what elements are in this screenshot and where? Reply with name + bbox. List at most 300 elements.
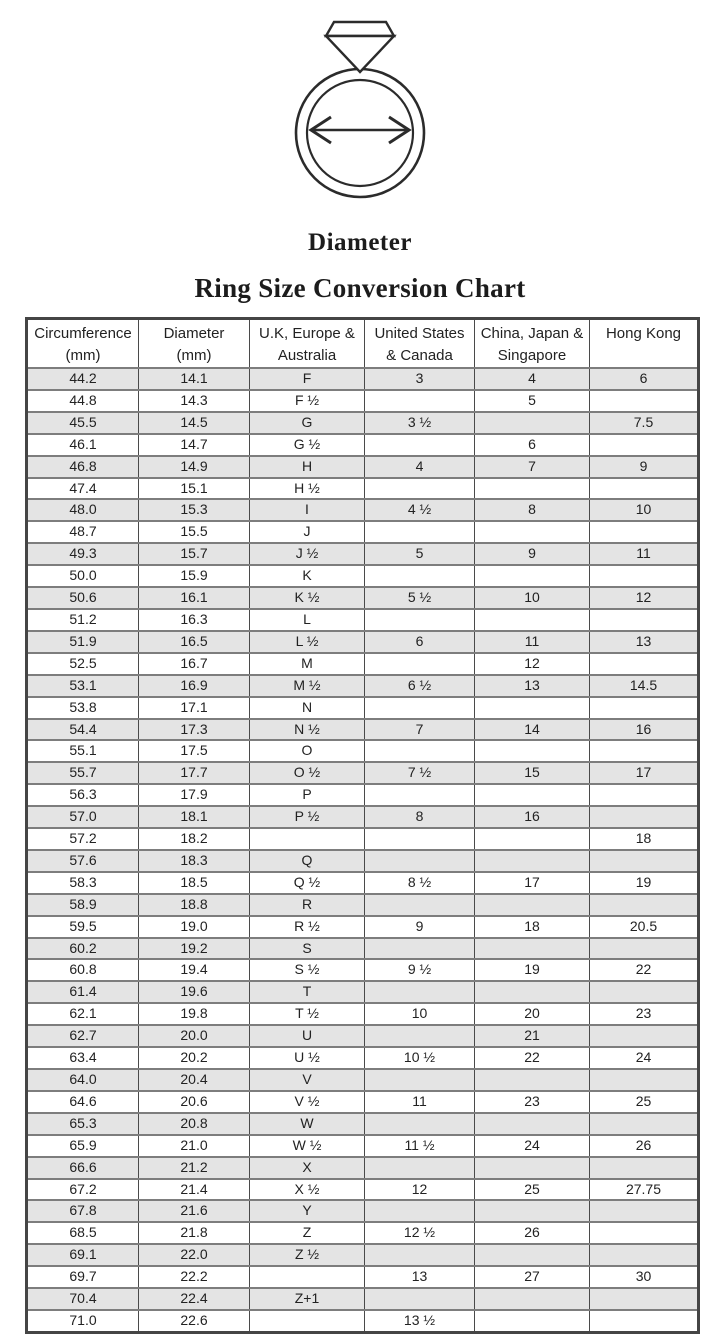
table-cell — [365, 1069, 475, 1091]
table-cell — [590, 1157, 699, 1179]
table-row — [27, 1222, 699, 1244]
table-cell: 9 — [475, 543, 590, 565]
table-cell: 18.8 — [139, 894, 250, 916]
table-cell: 61.4 — [27, 981, 139, 1003]
table-cell: N — [250, 697, 365, 719]
table-cell — [590, 478, 699, 500]
table-row — [27, 368, 699, 390]
table-cell — [590, 894, 699, 916]
table-cell — [475, 1200, 590, 1222]
table-cell: 17.9 — [139, 784, 250, 806]
table-cell — [475, 1157, 590, 1179]
table-cell — [590, 1222, 699, 1244]
table-cell: 67.8 — [27, 1200, 139, 1222]
table-cell: 9 — [365, 916, 475, 938]
table-row — [27, 1157, 699, 1179]
table-cell: 12 — [475, 653, 590, 675]
table-cell: 22 — [475, 1047, 590, 1069]
table-cell: 21.0 — [139, 1135, 250, 1157]
table-cell: 10 ½ — [365, 1047, 475, 1069]
table-cell: 17.3 — [139, 719, 250, 741]
table-cell: 51.9 — [27, 631, 139, 653]
column-header-line: Diameter — [163, 325, 225, 342]
table-cell: 53.8 — [27, 697, 139, 719]
table-cell: 7 ½ — [365, 762, 475, 784]
table-cell: 14.1 — [139, 368, 250, 390]
table-cell — [475, 412, 590, 434]
table-cell: Z — [250, 1222, 365, 1244]
table-cell: 15.7 — [139, 543, 250, 565]
table-cell: 16.9 — [139, 675, 250, 697]
table-cell: 4 — [475, 368, 590, 390]
table-cell: G ½ — [250, 434, 365, 456]
column-header-line: Hong Kong — [605, 325, 682, 342]
ring-diameter-figure — [0, 0, 720, 203]
table-cell: 19.0 — [139, 916, 250, 938]
table-row — [27, 850, 699, 872]
table-row — [27, 456, 699, 478]
table-cell — [365, 697, 475, 719]
table-cell — [590, 938, 699, 960]
table-cell — [365, 1288, 475, 1310]
table-cell: 12 — [365, 1179, 475, 1201]
header-row — [27, 319, 699, 369]
table-cell: V ½ — [250, 1091, 365, 1113]
table-row — [27, 478, 699, 500]
table-cell: 54.4 — [27, 719, 139, 741]
table-cell: 11 — [475, 631, 590, 653]
table-cell — [590, 1200, 699, 1222]
table-cell: 23 — [475, 1091, 590, 1113]
table-cell: J — [250, 521, 365, 543]
table-cell: J ½ — [250, 543, 365, 565]
table-cell: 65.3 — [27, 1113, 139, 1135]
table-row — [27, 719, 699, 741]
table-cell: 13 ½ — [365, 1310, 475, 1332]
table-cell: 62.1 — [27, 1003, 139, 1025]
table-row — [27, 499, 699, 521]
table-cell — [475, 478, 590, 500]
table-cell: 27 — [475, 1266, 590, 1288]
column-header-line: Singapore — [497, 347, 567, 364]
table-cell: 16.5 — [139, 631, 250, 653]
table-cell: 5 — [475, 390, 590, 412]
table-cell — [365, 609, 475, 631]
table-cell: 22.4 — [139, 1288, 250, 1310]
table-cell: 3 — [365, 368, 475, 390]
table-cell: 14.5 — [590, 675, 699, 697]
table-cell — [590, 981, 699, 1003]
table-cell: 20.6 — [139, 1091, 250, 1113]
table-cell: 14.5 — [139, 412, 250, 434]
table-cell: 9 ½ — [365, 959, 475, 981]
table-cell: 30 — [590, 1266, 699, 1288]
table-cell — [365, 1244, 475, 1266]
table-cell: 16.1 — [139, 587, 250, 609]
table-cell: 46.1 — [27, 434, 139, 456]
table-cell: 26 — [475, 1222, 590, 1244]
table-cell — [365, 521, 475, 543]
table-cell — [365, 740, 475, 762]
table-cell: 18 — [475, 916, 590, 938]
table-cell: 25 — [475, 1179, 590, 1201]
table-row — [27, 1200, 699, 1222]
table-cell — [365, 1157, 475, 1179]
table-cell — [475, 697, 590, 719]
table-row — [27, 697, 699, 719]
table-row — [27, 872, 699, 894]
table-cell: O — [250, 740, 365, 762]
column-header-line: U.K, Europe & — [259, 325, 355, 342]
table-cell — [590, 653, 699, 675]
table-cell: 5 ½ — [365, 587, 475, 609]
table-cell: 15 — [475, 762, 590, 784]
table-cell — [365, 894, 475, 916]
table-row — [27, 1135, 699, 1157]
table-row — [27, 675, 699, 697]
table-cell — [365, 1200, 475, 1222]
table-cell: P ½ — [250, 806, 365, 828]
table-cell — [590, 1025, 699, 1047]
table-cell: 12 — [590, 587, 699, 609]
table-row — [27, 894, 699, 916]
table-row — [27, 1179, 699, 1201]
table-cell: 5 — [365, 543, 475, 565]
table-cell — [475, 1288, 590, 1310]
table-cell — [590, 1244, 699, 1266]
table-row — [27, 938, 699, 960]
table-cell: 57.6 — [27, 850, 139, 872]
table-cell: 21 — [475, 1025, 590, 1047]
table-cell — [475, 1310, 590, 1332]
table-cell: 18 — [590, 828, 699, 850]
table-row — [27, 390, 699, 412]
column-header-line: (mm) — [176, 347, 212, 364]
table-cell: 22.0 — [139, 1244, 250, 1266]
column-header-circumference — [27, 319, 139, 369]
table-cell: 11 — [365, 1091, 475, 1113]
table-cell: 16 — [475, 806, 590, 828]
table-cell: 68.5 — [27, 1222, 139, 1244]
table-cell: 14 — [475, 719, 590, 741]
table-cell — [365, 850, 475, 872]
table-cell: 16 — [590, 719, 699, 741]
table-cell: 25 — [590, 1091, 699, 1113]
table-cell — [475, 784, 590, 806]
table-cell: 49.3 — [27, 543, 139, 565]
table-cell: 7.5 — [590, 412, 699, 434]
table-cell: 21.2 — [139, 1157, 250, 1179]
table-row — [27, 1047, 699, 1069]
table-row — [27, 1310, 699, 1332]
table-cell — [590, 1113, 699, 1135]
table-cell: 62.7 — [27, 1025, 139, 1047]
table-cell: 19 — [475, 959, 590, 981]
table-cell: 11 ½ — [365, 1135, 475, 1157]
table-cell: 17.5 — [139, 740, 250, 762]
table-cell: 23 — [590, 1003, 699, 1025]
table-cell — [475, 850, 590, 872]
table-cell: 8 — [365, 806, 475, 828]
table-cell: 67.2 — [27, 1179, 139, 1201]
table-cell — [475, 938, 590, 960]
table-cell — [250, 828, 365, 850]
table-cell: 16.3 — [139, 609, 250, 631]
table-row — [27, 587, 699, 609]
table-cell: 56.3 — [27, 784, 139, 806]
table-cell: 19.4 — [139, 959, 250, 981]
table-cell: 6 — [475, 434, 590, 456]
table-cell: 4 ½ — [365, 499, 475, 521]
table-cell: 48.0 — [27, 499, 139, 521]
table-cell: 17 — [590, 762, 699, 784]
table-cell: X — [250, 1157, 365, 1179]
table-row — [27, 609, 699, 631]
table-cell: 18.1 — [139, 806, 250, 828]
table-cell — [365, 981, 475, 1003]
table-cell: 6 ½ — [365, 675, 475, 697]
table-cell: 50.0 — [27, 565, 139, 587]
table-cell: S — [250, 938, 365, 960]
table-cell — [365, 478, 475, 500]
column-header-line: China, Japan & — [480, 325, 584, 342]
table-cell: 21.6 — [139, 1200, 250, 1222]
table-cell: V — [250, 1069, 365, 1091]
table-cell — [365, 784, 475, 806]
table-cell: 15.5 — [139, 521, 250, 543]
table-cell: 20.5 — [590, 916, 699, 938]
table-cell: 65.9 — [27, 1135, 139, 1157]
table-cell: 51.2 — [27, 609, 139, 631]
table-cell: G — [250, 412, 365, 434]
table-cell: T ½ — [250, 1003, 365, 1025]
table-cell: 55.7 — [27, 762, 139, 784]
table-cell: 18.2 — [139, 828, 250, 850]
table-cell: 55.1 — [27, 740, 139, 762]
table-cell: 47.4 — [27, 478, 139, 500]
table-row — [27, 762, 699, 784]
table-cell — [590, 740, 699, 762]
table-cell: 21.4 — [139, 1179, 250, 1201]
table-cell: 60.2 — [27, 938, 139, 960]
table-cell: M ½ — [250, 675, 365, 697]
table-cell — [590, 697, 699, 719]
table-cell: 6 — [590, 368, 699, 390]
table-cell — [475, 609, 590, 631]
table-cell: 71.0 — [27, 1310, 139, 1332]
table-cell: 7 — [475, 456, 590, 478]
table-cell: 6 — [365, 631, 475, 653]
table-cell: M — [250, 653, 365, 675]
table-cell: Y — [250, 1200, 365, 1222]
table-row — [27, 1288, 699, 1310]
table-cell: 20.2 — [139, 1047, 250, 1069]
table-cell — [250, 1310, 365, 1332]
table-cell: 9 — [590, 456, 699, 478]
table-cell — [365, 938, 475, 960]
table-cell: H ½ — [250, 478, 365, 500]
column-header-line: United States — [374, 325, 465, 342]
table-row — [27, 784, 699, 806]
table-cell: 17 — [475, 872, 590, 894]
ring-size-conversion-table — [25, 317, 700, 1334]
table-cell: 69.1 — [27, 1244, 139, 1266]
table-cell: 13 — [475, 675, 590, 697]
table-cell: 44.2 — [27, 368, 139, 390]
table-cell: 63.4 — [27, 1047, 139, 1069]
table-row — [27, 1091, 699, 1113]
table-cell: 48.7 — [27, 521, 139, 543]
table-cell: 17.1 — [139, 697, 250, 719]
table-cell: 45.5 — [27, 412, 139, 434]
table-row — [27, 565, 699, 587]
table-row — [27, 1266, 699, 1288]
table-cell: W ½ — [250, 1135, 365, 1157]
table-cell — [475, 565, 590, 587]
table-cell: Z ½ — [250, 1244, 365, 1266]
column-header-line: Australia — [277, 347, 337, 364]
table-cell: 4 — [365, 456, 475, 478]
column-header-diameter — [139, 319, 250, 369]
table-cell: 70.4 — [27, 1288, 139, 1310]
table-row — [27, 828, 699, 850]
table-cell: 19.2 — [139, 938, 250, 960]
table-cell: 10 — [365, 1003, 475, 1025]
table-cell — [365, 565, 475, 587]
table-cell: 19.8 — [139, 1003, 250, 1025]
table-cell — [475, 1244, 590, 1266]
table-cell — [590, 609, 699, 631]
column-header-line: (mm) — [65, 347, 101, 364]
table-cell — [365, 1025, 475, 1047]
table-cell: F ½ — [250, 390, 365, 412]
table-cell: 44.8 — [27, 390, 139, 412]
table-cell: L ½ — [250, 631, 365, 653]
table-cell — [365, 390, 475, 412]
table-row — [27, 631, 699, 653]
table-cell: 58.9 — [27, 894, 139, 916]
table-cell: H — [250, 456, 365, 478]
table-cell: 22.2 — [139, 1266, 250, 1288]
table-cell: 46.8 — [27, 456, 139, 478]
table-cell: 18.3 — [139, 850, 250, 872]
table-cell: 15.3 — [139, 499, 250, 521]
table-cell — [590, 434, 699, 456]
table-cell: 20.0 — [139, 1025, 250, 1047]
table-cell — [475, 981, 590, 1003]
table-cell: 64.0 — [27, 1069, 139, 1091]
column-header-line: & Canada — [386, 347, 453, 364]
table-cell: 13 — [590, 631, 699, 653]
table-row — [27, 806, 699, 828]
table-cell: 60.8 — [27, 959, 139, 981]
diagram-label: Diameter — [308, 229, 412, 256]
table-cell: 52.5 — [27, 653, 139, 675]
table-row — [27, 653, 699, 675]
column-header-us-canada — [365, 319, 475, 369]
table-row — [27, 543, 699, 565]
table-cell — [590, 850, 699, 872]
table-cell: 15.9 — [139, 565, 250, 587]
table-cell — [475, 1113, 590, 1135]
table-cell: R ½ — [250, 916, 365, 938]
column-header-hong-kong — [590, 319, 699, 369]
table-cell: R — [250, 894, 365, 916]
table-cell — [590, 784, 699, 806]
table-cell: 3 ½ — [365, 412, 475, 434]
table-cell: 8 — [475, 499, 590, 521]
table-cell — [475, 828, 590, 850]
table-cell: 16.7 — [139, 653, 250, 675]
table-cell — [590, 521, 699, 543]
table-cell: 50.6 — [27, 587, 139, 609]
table-cell: S ½ — [250, 959, 365, 981]
table-cell: U — [250, 1025, 365, 1047]
table-row — [27, 740, 699, 762]
table-cell: 53.1 — [27, 675, 139, 697]
table-body — [27, 368, 699, 1332]
table-cell: Q ½ — [250, 872, 365, 894]
table-cell: 12 ½ — [365, 1222, 475, 1244]
table-row — [27, 1003, 699, 1025]
table-cell: U ½ — [250, 1047, 365, 1069]
table-cell: 18.5 — [139, 872, 250, 894]
table-cell: 15.1 — [139, 478, 250, 500]
table-cell: 7 — [365, 719, 475, 741]
table-cell: O ½ — [250, 762, 365, 784]
table-cell — [365, 653, 475, 675]
table-cell: T — [250, 981, 365, 1003]
table-cell: K — [250, 565, 365, 587]
table-cell: 22.6 — [139, 1310, 250, 1332]
table-row — [27, 412, 699, 434]
table-cell: X ½ — [250, 1179, 365, 1201]
table-cell: 14.9 — [139, 456, 250, 478]
table-cell: 20 — [475, 1003, 590, 1025]
table-cell: 24 — [590, 1047, 699, 1069]
table-cell — [590, 1069, 699, 1091]
ring-diamond-icon — [285, 18, 435, 203]
table-cell: W — [250, 1113, 365, 1135]
table-cell: 14.7 — [139, 434, 250, 456]
table-cell: 22 — [590, 959, 699, 981]
page-title: Ring Size Conversion Chart — [194, 273, 526, 303]
table-row — [27, 981, 699, 1003]
column-header-line: Circumference — [34, 325, 132, 342]
column-header-china-japan-singapore — [475, 319, 590, 369]
column-header-uk-europe-australia — [250, 319, 365, 369]
table-cell: 19.6 — [139, 981, 250, 1003]
table-cell — [475, 521, 590, 543]
table-cell: 10 — [590, 499, 699, 521]
table-cell: 13 — [365, 1266, 475, 1288]
table-cell: I — [250, 499, 365, 521]
table-cell: N ½ — [250, 719, 365, 741]
table-cell: 17.7 — [139, 762, 250, 784]
table-cell — [590, 1310, 699, 1332]
table-cell: Z+1 — [250, 1288, 365, 1310]
table-cell — [365, 828, 475, 850]
table-cell: 59.5 — [27, 916, 139, 938]
table-cell — [475, 894, 590, 916]
table-cell — [250, 1266, 365, 1288]
table-cell: 58.3 — [27, 872, 139, 894]
table-cell: 27.75 — [590, 1179, 699, 1201]
table-row — [27, 1025, 699, 1047]
table-cell: K ½ — [250, 587, 365, 609]
table-cell: 10 — [475, 587, 590, 609]
table-cell: 57.2 — [27, 828, 139, 850]
